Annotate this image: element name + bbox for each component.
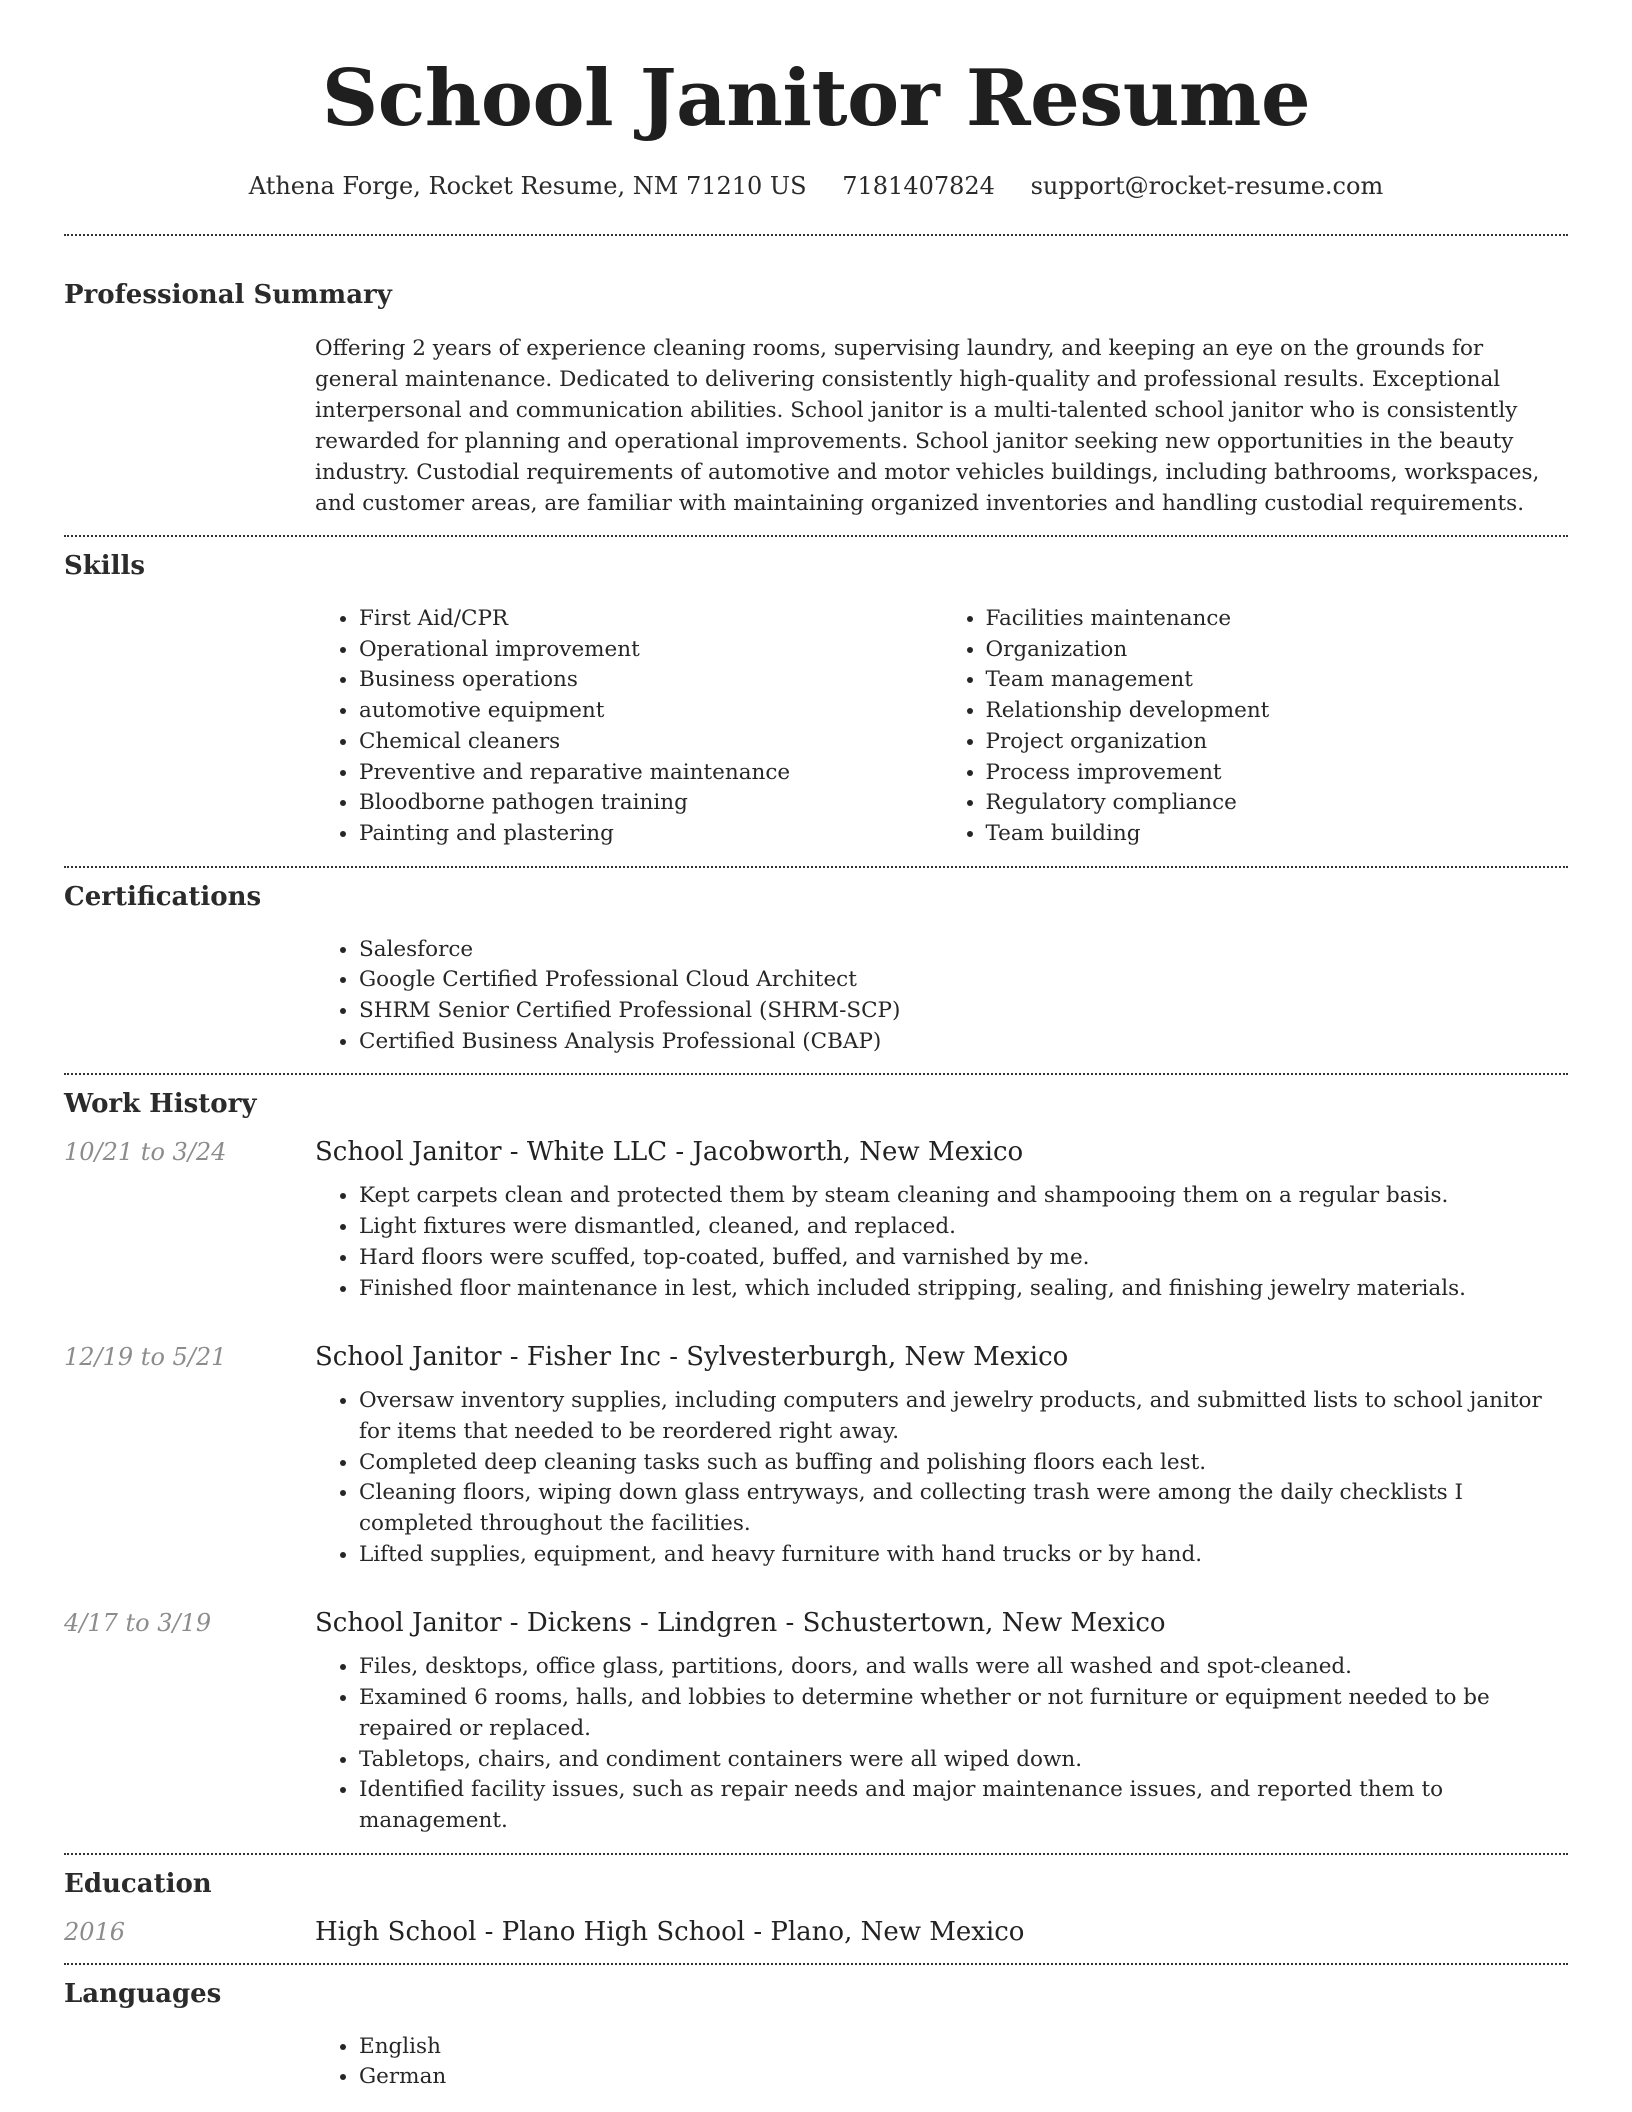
certification-item: • Certified Business Analysis Professional (CBAP) bbox=[359, 1027, 1568, 1058]
certification-item: • SHRM Senior Certified Professional (SHRM-SCP) bbox=[359, 996, 1568, 1027]
skill-item: • Regulatory compliance bbox=[986, 788, 1569, 819]
certification-item: • Google Certified Professional Cloud Architect bbox=[359, 965, 1568, 996]
job-bullet: • Cleaning floors, wiping down glass entryways, and collecting trash were among the daily checklists I completed throughout the facilities. bbox=[359, 1478, 1568, 1539]
skills-list-right bbox=[942, 604, 1569, 850]
skill-item: • Process improvement bbox=[986, 758, 1569, 789]
resume-title: School Janitor Resume bbox=[321, 53, 1311, 144]
skill-item: • automotive equipment bbox=[359, 696, 942, 727]
skills-section bbox=[64, 553, 1568, 850]
job-bullets bbox=[315, 1652, 1568, 1836]
divider bbox=[64, 1853, 1568, 1855]
skill-item: • Chemical cleaners bbox=[359, 727, 942, 758]
job-bullet: • Tabletops, chairs, and condiment containers were all wiped down. bbox=[359, 1745, 1568, 1776]
job-bullets bbox=[315, 1181, 1568, 1304]
skill-item: • Business operations bbox=[359, 665, 942, 696]
certifications-section bbox=[64, 881, 1568, 1058]
certifications-list bbox=[315, 935, 1568, 1058]
education-section bbox=[64, 1868, 1568, 1947]
job-entry bbox=[64, 1137, 1568, 1304]
certifications-heading: Certifications bbox=[64, 881, 262, 912]
skill-item: • Relationship development bbox=[986, 696, 1569, 727]
job-dates: 4/17 to 3/19 bbox=[64, 1609, 212, 1638]
job-bullet: • Hard floors were scuffed, top-coated, buffed, and varnished by me. bbox=[359, 1243, 1568, 1274]
contact-email[interactable]: support@rocket-resume.com bbox=[1030, 172, 1384, 200]
education-year: 2016 bbox=[64, 1917, 126, 1946]
job-dates: 12/19 to 5/21 bbox=[64, 1343, 227, 1372]
skill-item: • Facilities maintenance bbox=[986, 604, 1569, 635]
language-item: • English bbox=[359, 2032, 1568, 2063]
divider bbox=[64, 535, 1568, 537]
languages-list bbox=[315, 2032, 1568, 2093]
skills-list-left bbox=[315, 604, 942, 850]
summary-heading: Professional Summary bbox=[64, 280, 392, 310]
contact-line bbox=[64, 172, 1568, 200]
job-bullet: • Finished floor maintenance in lest, which included stripping, sealing, and finishing jewelry materials. bbox=[359, 1274, 1568, 1305]
certification-item: • Salesforce bbox=[359, 935, 1568, 966]
work-history-heading: Work History bbox=[64, 1089, 257, 1120]
skill-item: • Preventive and reparative maintenance bbox=[359, 758, 942, 789]
job-bullet: • Light fixtures were dismantled, cleaned, and replaced. bbox=[359, 1212, 1568, 1243]
job-dates: 10/21 to 3/24 bbox=[64, 1138, 227, 1167]
summary-section bbox=[64, 282, 1568, 519]
languages-heading: Languages bbox=[64, 1978, 222, 2009]
divider bbox=[64, 1073, 1568, 1075]
job-bullet: • Oversaw inventory supplies, including computers and jewelry products, and submitted lists to school janitor for items that needed to be reordered right away. bbox=[359, 1386, 1568, 1447]
job-entry bbox=[64, 1342, 1568, 1570]
job-entry bbox=[64, 1608, 1568, 1836]
job-bullet: • Files, desktops, office glass, partitions, doors, and walls were all washed and spot-cleaned. bbox=[359, 1652, 1568, 1683]
job-bullet: • Examined 6 rooms, halls, and lobbies to determine whether or not furniture or equipment needed to be repaired or replaced. bbox=[359, 1683, 1568, 1744]
skill-item: • Bloodborne pathogen training bbox=[359, 788, 942, 819]
job-bullet: • Lifted supplies, equipment, and heavy furniture with hand trucks or by hand. bbox=[359, 1540, 1568, 1571]
job-bullet: • Identified facility issues, such as repair needs and major maintenance issues, and reported them to management. bbox=[359, 1775, 1568, 1836]
skill-item: • Operational improvement bbox=[359, 635, 942, 666]
education-heading: Education bbox=[64, 1868, 212, 1899]
skill-item: • Painting and plastering bbox=[359, 819, 942, 850]
language-item: • German bbox=[359, 2062, 1568, 2093]
divider bbox=[64, 1963, 1568, 1965]
skill-item: • Team building bbox=[986, 819, 1569, 850]
skill-item: • Organization bbox=[986, 635, 1569, 666]
job-bullet: • Kept carpets clean and protected them by steam cleaning and shampooing them on a regular basis. bbox=[359, 1181, 1568, 1212]
contact-address: Athena Forge, Rocket Resume, NM 71210 US bbox=[248, 172, 807, 200]
contact-phone[interactable]: 7181407824 bbox=[842, 172, 995, 200]
resume-page bbox=[64, 0, 1568, 2093]
job-bullet: • Completed deep cleaning tasks such as buffing and polishing floors each lest. bbox=[359, 1448, 1568, 1479]
education-title: High School - Plano High School - Plano, New Mexico bbox=[315, 1916, 1025, 1947]
divider bbox=[64, 866, 1568, 868]
skills-heading: Skills bbox=[64, 551, 146, 581]
job-title: School Janitor - Dickens - Lindgren - Schustertown, New Mexico bbox=[315, 1608, 1166, 1639]
summary-text: Offering 2 years of experience cleaning rooms, supervising laundry, and keeping an eye on the grounds for general maintenance. Dedicated to delivering consistently high-quality and professional results. Exceptional interpersonal and communication abilities. School janitor is a multi-talented school janitor who is consistently rewarded for planning and operational improvements. School janitor seeking new opportunities in the beauty industry. Custodial requirements of automotive and motor vehicles buildings, including bathrooms, workspaces, and customer areas, are familiar with maintaining organized inventories and handling custodial requirements. bbox=[315, 336, 1540, 516]
job-title: School Janitor - Fisher Inc - Sylvesterburgh, New Mexico bbox=[315, 1342, 1069, 1373]
job-bullets bbox=[315, 1386, 1568, 1570]
skill-item: • Project organization bbox=[986, 727, 1569, 758]
job-title: School Janitor - White LLC - Jacobworth, New Mexico bbox=[315, 1137, 1024, 1168]
work-history-section bbox=[64, 1091, 1568, 1836]
skill-item: • Team management bbox=[986, 665, 1569, 696]
divider bbox=[64, 234, 1568, 236]
languages-section bbox=[64, 1978, 1568, 2093]
skill-item: • First Aid/CPR bbox=[359, 604, 942, 635]
